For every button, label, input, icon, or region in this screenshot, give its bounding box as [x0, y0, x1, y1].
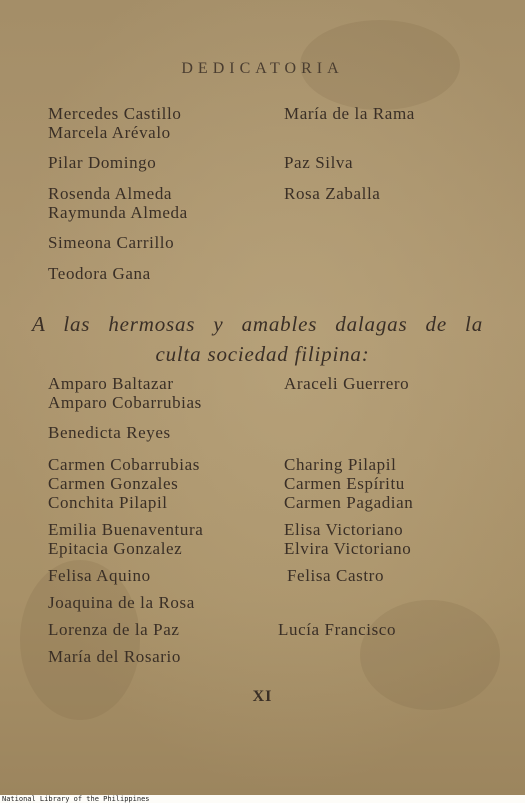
name-line: María de la Rama	[284, 104, 415, 123]
name-line: Felisa Aquino	[48, 566, 151, 585]
name-line: Amparo Baltazar	[48, 374, 174, 393]
name-line: Lucía Francisco	[278, 620, 397, 639]
name-line: Benedicta Reyes	[48, 423, 171, 442]
name-group	[278, 620, 396, 639]
dedication-line-2: culta sociedad filipina:	[155, 342, 370, 366]
name-line: María del Rosario	[48, 647, 181, 666]
name-line: Mercedes Castillo	[48, 104, 182, 123]
name-group	[48, 184, 188, 222]
library-footer: National Library of the Philippines	[0, 795, 525, 803]
name-group	[284, 455, 413, 512]
name-group	[284, 104, 415, 123]
name-group	[287, 566, 384, 585]
name-line: Emilia Buenaventura	[48, 520, 204, 539]
name-line: Rosenda Almeda	[48, 184, 173, 203]
name-group	[284, 520, 411, 558]
name-line: Elvira Victoriano	[284, 539, 412, 558]
name-group	[48, 104, 181, 142]
name-group	[48, 455, 200, 512]
name-line: Felisa Castro	[287, 566, 385, 585]
name-line: Carmen Cobarrubias	[48, 455, 200, 474]
name-group	[48, 374, 202, 412]
name-line: Epitacia Gonzalez	[48, 539, 183, 558]
name-line: Paz Silva	[284, 153, 354, 172]
name-line: Simeona Carrillo	[48, 233, 175, 252]
name-group	[48, 566, 151, 585]
name-group	[48, 593, 195, 612]
dedication-line-1: A las hermosas y amables dalagas de la	[32, 312, 483, 336]
name-group	[284, 374, 409, 393]
name-line: Elisa Victoriano	[284, 520, 404, 539]
name-group	[48, 153, 156, 172]
name-line: Marcela Arévalo	[48, 123, 171, 142]
name-line: Carmen Pagadian	[284, 493, 414, 512]
name-group	[48, 264, 151, 283]
name-line: Conchita Pilapil	[48, 493, 168, 512]
name-line: Joaquina de la Rosa	[48, 593, 195, 612]
name-line: Charing Pilapil	[284, 455, 397, 474]
name-line: Raymunda Almeda	[48, 203, 188, 222]
name-group	[48, 647, 181, 666]
name-line: Pilar Domingo	[48, 153, 157, 172]
dedication-text	[0, 309, 525, 369]
name-line: Carmen Gonzales	[48, 474, 179, 493]
name-group	[48, 520, 203, 558]
page-number: XI	[252, 688, 273, 705]
name-group	[48, 620, 180, 639]
name-group	[48, 233, 174, 252]
name-group	[48, 423, 171, 442]
name-group	[284, 184, 380, 203]
name-line: Carmen Espíritu	[284, 474, 405, 493]
name-line: Teodora Gana	[48, 264, 151, 283]
name-line: Araceli Guerrero	[284, 374, 410, 393]
name-line: Amparo Cobarrubias	[48, 393, 202, 412]
name-line: Rosa Zaballa	[284, 184, 381, 203]
name-line: Lorenza de la Paz	[48, 620, 180, 639]
page-title: DEDICATORIA	[181, 60, 344, 77]
name-group	[284, 153, 353, 172]
